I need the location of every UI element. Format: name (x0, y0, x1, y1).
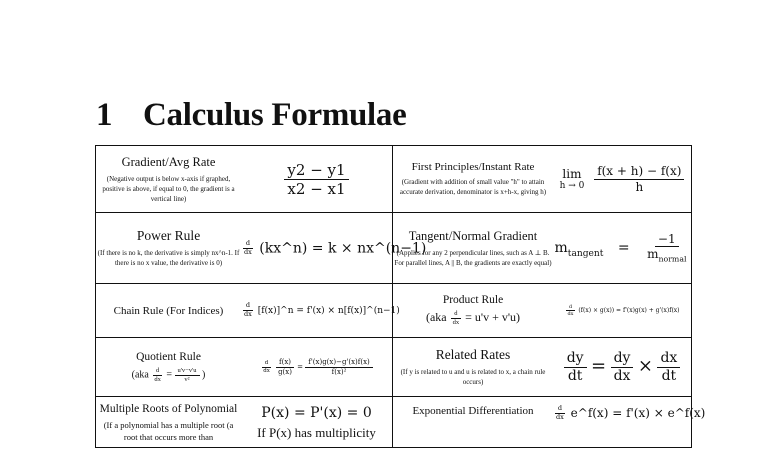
exponential-cell (393, 397, 706, 448)
power-rule-cell (96, 213, 427, 284)
quotient-rule-cell (96, 338, 393, 397)
rule-note: (If y is related to u and u is related to x, a chain rule occurs) (400, 368, 546, 386)
rule-note: (Negative output is below x-axis if graphed, positive is above, if equal to 0, the gradient is a vertical line) (102, 174, 235, 203)
table-row (96, 397, 692, 448)
quotient-rule-formula: $\frac{d}{dx}$ $\frac{f(x)}{g(x)}$ = $\frac{f'(x)g(x)-g'(x)f(x)}{\text{f(x)²}}$ (241, 358, 392, 376)
tangent-normal-formula: $m_{tangent}$ = $\frac{-1}{m_{normal}}$ (554, 231, 687, 264)
formula-table (95, 145, 706, 448)
related-rates-formula: $\frac{dy}{dt}$ = $\frac{dy}{dx}$ × $\frac{dx}{dt}$ (553, 350, 691, 385)
rule-note: (Gradient with addition of small value "h" to attain accurate derivation, denominator is x+h-x, giving h) (399, 178, 547, 196)
chain-rule-formula: $\frac{d}{dx}$ [f(x)]^n = f'(x) × n[f(x)]^(n−1) (244, 301, 400, 318)
rule-note: (If a polynomial has a multiple root (a root that occurs more than (103, 420, 234, 442)
section-title: Calculus Formulae (143, 97, 407, 133)
power-rule-formula: $\frac{d}{dx}$ (kx^n) = k × nx^(n−1) (244, 238, 427, 256)
rule-note: (If there is no k, the derivative is simply nx^n-1. If there is no x value, the derivative is 0) (97, 249, 240, 267)
tangent-normal-cell (393, 213, 692, 284)
chain-rule-cell (96, 284, 400, 338)
rule-name: Related Rates (435, 347, 511, 362)
gradient-formula: $\frac{y2 - y1}{x2 - x1}$ (241, 161, 392, 198)
quotient-rule-aka: (aka $\frac{d}{dx}$ = $\frac{u'v-v'u}{\text{v²}}$ ) (131, 366, 206, 383)
product-rule-formula: $\frac{d}{dx}$ (f(x) × g(x)) = f'(x)g(x) + g'(x)f(x) (567, 304, 680, 317)
rule-note: (Applies for any 2 perpendicular lines, such as A ⊥ B. For parallel lines, A || B, the gradients are exactly equal) (394, 248, 552, 267)
table-row (96, 146, 692, 213)
table-row (96, 284, 692, 338)
rule-name: Gradient/Avg Rate (121, 154, 216, 169)
related-rates-cell (393, 338, 692, 397)
rule-name: Quotient Rule (136, 350, 201, 363)
rule-name: First Principles/Instant Rate (411, 161, 535, 173)
rule-name: Product Rule (442, 294, 504, 307)
section-heading (96, 97, 406, 134)
rule-name: Tangent/Normal Gradient (408, 228, 538, 243)
multiple-roots-formula: P(x) = P'(x) = 0 If P(x) has multiplicity (257, 405, 376, 440)
product-rule-aka: (aka $\frac{d}{dx}$ = u'v + v'u) (425, 310, 520, 326)
rule-name: Multiple Roots of Polynomial (99, 403, 238, 415)
product-rule-cell (393, 284, 692, 338)
first-principles-cell (393, 146, 692, 213)
rule-name: Chain Rule (For Indices) (113, 304, 224, 317)
table-row (96, 338, 692, 397)
section-number: 1 (96, 97, 113, 133)
rule-name: Power Rule (136, 228, 201, 243)
table-row (96, 213, 692, 284)
gradient-cell (96, 146, 393, 213)
exponential-formula: $\frac{d}{dx}$ e^f(x) = f'(x) × e^f(x) (556, 404, 706, 421)
multiple-roots-cell (96, 397, 393, 448)
first-principles-formula: lim h → 0 $\frac{f(x + h) - f(x)}{h}$ (553, 164, 691, 194)
rule-name: Exponential Differentiation (412, 405, 534, 417)
